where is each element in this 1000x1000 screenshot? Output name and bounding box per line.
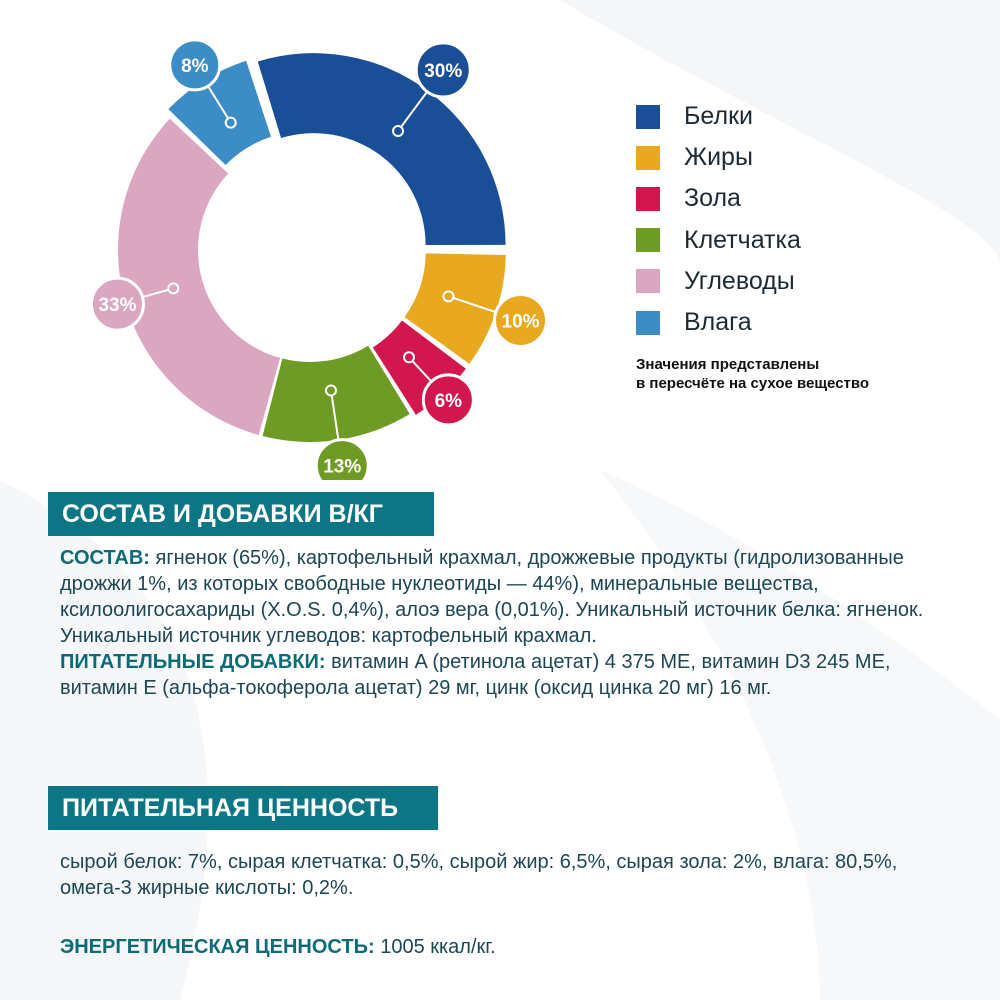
value-label-3: 6% [434,390,463,412]
composition-text-block [60,545,970,701]
donut-slice-5 [118,119,280,435]
legend-item-3 [636,178,801,219]
nutrition-text: сырой белок: 7%, сырая клетчатка: 0,5%, сырой жир: 6,5%, сырая зола: 2%, влага: 80,5%, омега-3 жирные кислоты: 0,2%. [60,851,898,899]
composition-text: ягненок (65%), картофельный крахмал, дрожжевые продукты (гидролизованные дрожжи 1%, из которых свободные нуклеотиды — 44%), минеральные вещества, ксилоолигосахариды (X.O.S. 0,4%), алоэ вера (0,01%). Уникальный источник белка: ягненок. Уникальный источник углеводов: картофельный крахмал. [60,547,924,647]
value-label-4: 13% [323,456,362,478]
legend-swatch [636,269,660,293]
value-label-1: 30% [424,60,463,82]
legend-label: Углеводы [684,266,795,295]
donut-chart [0,0,1000,480]
legend-label: Жиры [684,143,753,172]
additives-text: витамин A (ретинола ацетат) 4 375 МЕ, витамин D3 245 МЕ, витамин E (альфа-токоферола ацетат) 29 мг, цинк (оксид цинка 20 мг) 16 мг. [60,651,891,699]
nutrition-header: ПИТАТЕЛЬНАЯ ЦЕННОСТЬ [48,786,438,830]
chart-note: Значения представлены в пересчёте на сухое вещество [636,356,870,392]
legend-label: Клетчатка [684,225,801,254]
legend-label: Белки [684,102,753,131]
composition-label: СОСТАВ: [60,547,150,569]
value-label-5: 33% [98,295,137,317]
legend-swatch [636,311,660,335]
additives-label: ПИТАТЕЛЬНЫЕ ДОБАВКИ: [60,651,326,673]
legend-swatch [636,146,660,170]
legend-swatch [636,228,660,252]
connector-dot-6 [226,118,236,128]
connector-dot-5 [168,283,178,293]
legend-item-1 [636,96,801,137]
legend-item-6 [636,302,801,343]
energy-block [60,934,970,960]
energy-label: ЭНЕРГЕТИЧЕСКАЯ ЦЕННОСТЬ: [60,936,375,958]
legend-swatch [636,105,660,129]
connector-dot-2 [443,291,453,301]
value-label-6: 8% [181,55,209,77]
legend-label: Зола [684,184,741,213]
energy-value: 1005 ккал/кг. [374,936,496,958]
connector-dot-3 [404,352,414,362]
legend-swatch [636,187,660,211]
value-label-2: 10% [501,311,540,333]
connector-dot-1 [393,126,403,136]
legend-label: Влага [684,308,752,337]
connector-dot-4 [326,385,336,395]
legend-item-5 [636,261,801,302]
composition-header: СОСТАВ И ДОБАВКИ В/КГ [48,492,434,536]
legend-item-2 [636,137,801,178]
legend-item-4 [636,220,801,261]
chart-legend [636,96,801,343]
